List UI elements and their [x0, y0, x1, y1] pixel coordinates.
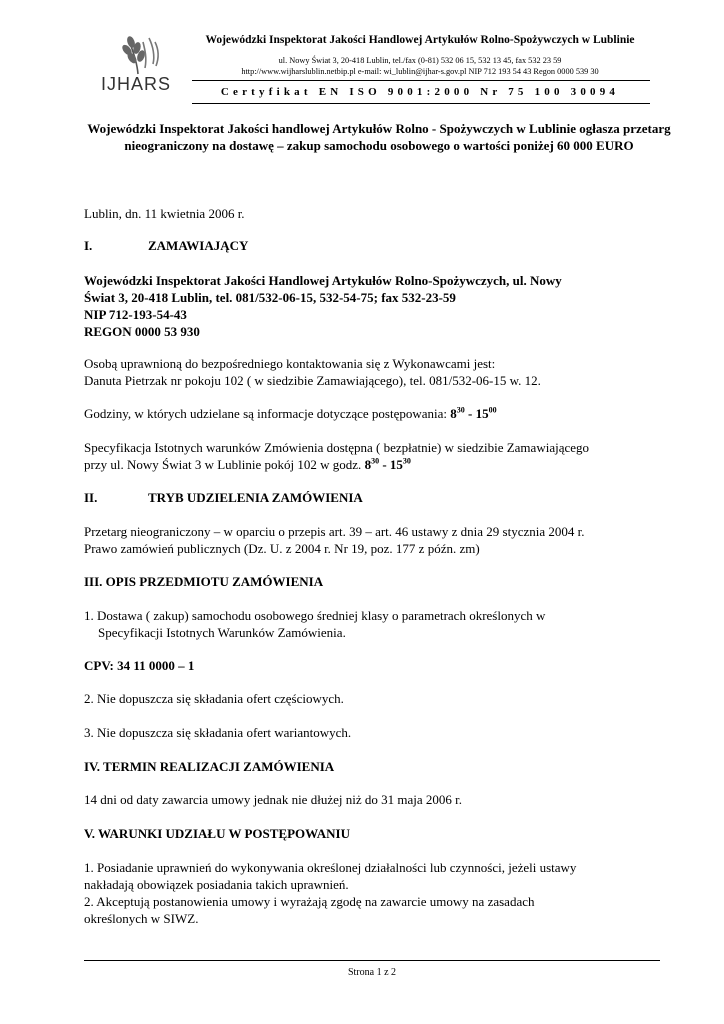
spec-hours-start-minutes: 30 [371, 456, 380, 466]
condition-1-line-1: 1. Posiadanie uprawnień do wykonywania określonej działalności lub czynności, jeżeli ustawy [84, 860, 577, 875]
page-number: Strona 1 z 2 [347, 967, 397, 978]
cpv-code: CPV: 34 11 0000 – 1 [84, 658, 195, 673]
entity-line-1: Wojewódzki Inspektorat Jakości Handlowej Artykułów Rolno-Spożywczych, ul. Nowy [84, 273, 562, 288]
spec-hours-start: 8 [364, 457, 372, 472]
hours-end: 15 [475, 406, 489, 421]
spec-hours-end: 15 [389, 457, 403, 472]
section-2-number: II. [84, 490, 98, 505]
section-5-heading: V. WARUNKI UDZIAŁU W POSTĘPOWANIU [84, 826, 350, 841]
section-2-title: TRYB UDZIELENIA ZAMÓWIENIA [148, 490, 363, 505]
section-3-item-1-line-1: 1. Dostawa ( zakup) samochodu osobowego średniej klasy o parametrach określonych w [84, 608, 546, 623]
entity-nip: NIP 712-193-54-43 [84, 307, 187, 322]
section-1-heading [84, 237, 684, 254]
hours-end-minutes: 00 [488, 405, 497, 415]
condition-1-line-2: nakładają obowiązek posiadania takich uprawnień. [84, 877, 349, 892]
hours-start-minutes: 30 [456, 405, 465, 415]
section-1-title: ZAMAWIAJĄCY [148, 238, 249, 253]
footer-divider [84, 960, 660, 961]
document-date: Lublin, dn. 11 kwietnia 2006 r. [84, 206, 245, 221]
spec-hours-end-minutes: 30 [402, 456, 411, 466]
condition-2-line-2: określonych w SIWZ. [84, 911, 199, 926]
contact-line-2: Danuta Pietrzak nr pokoju 102 ( w siedzibie Zamawiającego), tel. 081/532-06-15 w. 12. [84, 373, 541, 388]
spec-hours-separator: - [379, 457, 390, 472]
spec-line-2-text: przy ul. Nowy Świat 3 w Lublinie pokój 102 w godz. [84, 457, 365, 472]
header-contact: http://www.wijharslublin.netbip.pl e-mail: wi_lublin@ijhar-s.gov.pl NIP 712 193 54 43 Regon 0000 539 30 [241, 67, 599, 76]
contact-line-1: Osobą uprawnioną do bezpośredniego kontaktowania się z Wykonawcami jest: [84, 356, 496, 371]
wheat-ear-icon [93, 32, 183, 76]
header-address: ul. Nowy Świat 3, 20-418 Lublin, tel./fax (0-81) 532 06 15, 532 13 45, fax 532 23 59 [278, 56, 562, 65]
info-hours [84, 405, 684, 422]
hours-separator: - [464, 406, 476, 421]
section-4-heading: IV. TERMIN REALIZACJI ZAMÓWIENIA [84, 759, 335, 774]
section-3-item-3: 3. Nie dopuszcza się składania ofert wariantowych. [84, 725, 352, 740]
section-2-line-2: Prawo zamówień publicznych (Dz. U. z 2004 r. Nr 19, poz. 177 z późn. zm) [84, 541, 480, 556]
section-3-item-1-line-2: Specyfikacji Istotnych Warunków Zamówienia. [98, 625, 346, 640]
condition-2-line-1: 2. Akceptują postanowienia umowy i wyrażają zgodę na zawarcie umowy na zasadach [84, 894, 535, 909]
entity-line-2: Świat 3, 20-418 Lublin, tel. 081/532-06-15, 532-54-75; fax 532-23-59 [84, 290, 456, 305]
header-certificate: Certyfikat EN ISO 9001:2000 Nr 75 100 30094 [220, 86, 620, 98]
header-organization: Wojewódzki Inspektorat Jakości Handlowej Artykułów Rolno-Spożywczych w Lublinie [205, 34, 635, 46]
section-2-line-1: Przetarg nieograniczony – w oparciu o przepis art. 39 – art. 46 ustawy z dnia 29 stycznia 2004 r. [84, 524, 585, 539]
spec-line-2 [84, 456, 684, 473]
ijhars-logo [93, 32, 183, 98]
document-title: Wojewódzki Inspektorat Jakości handlowej Artykułów Rolno - Spożywczych w Lublinie ogłasza przetarg nieograniczony na dostawę – zakup samochodu osobowego o wartości poniżej 60 000 EURO [87, 121, 671, 153]
section-1-number: I. [84, 238, 93, 253]
entity-regon: REGON 0000 53 930 [84, 324, 200, 339]
section-2-heading [84, 489, 684, 506]
section-4-text: 14 dni od daty zawarcia umowy jednak nie dłużej niż do 31 maja 2006 r. [84, 792, 462, 807]
logo-text: IJHARS [101, 74, 172, 94]
spec-line-1: Specyfikacja Istotnych warunków Zmówienia dostępna ( bezpłatnie) w siedzibie Zamawiającego [84, 440, 590, 455]
info-hours-text: Godziny, w których udzielane są informacje dotyczące postępowania: [84, 406, 451, 421]
header-divider-bottom [192, 103, 650, 104]
section-3-item-2: 2. Nie dopuszcza się składania ofert częściowych. [84, 691, 344, 706]
hours-start: 8 [450, 406, 457, 421]
header-divider-top [192, 80, 650, 81]
section-3-heading: III. OPIS PRZEDMIOTU ZAMÓWIENIA [84, 574, 324, 589]
